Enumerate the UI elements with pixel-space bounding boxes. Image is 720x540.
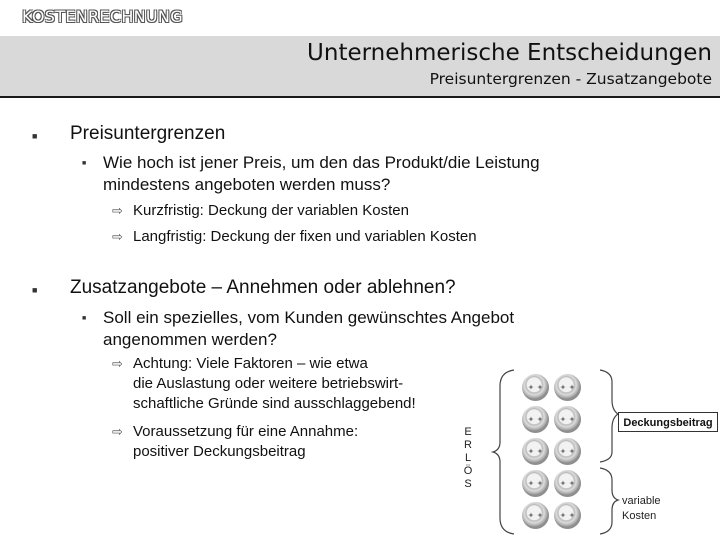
bullet-preisuntergrenzen: Preisuntergrenzen — [70, 123, 226, 144]
arrow-item-voraussetzung-line2: positiver Deckungsbeitrag — [133, 443, 306, 460]
euro-coin-icon: ✦ ✦ — [522, 374, 549, 401]
euro-coin-icon: ✦ ✦ — [554, 470, 581, 497]
variable-kosten-label — [622, 494, 661, 524]
euro-coin-icon: ✦ ✦ — [522, 470, 549, 497]
erloes-letter: R — [464, 439, 472, 451]
sub-bullet-text-line1: Wie hoch ist jener Preis, um den das Produkt/die Leistung — [103, 153, 540, 172]
erloes-letter: Ö — [463, 465, 473, 477]
arrow-item-langfristig: Langfristig: Deckung der fixen und variablen Kosten — [133, 228, 477, 245]
arrow-item-kurzfristig: Kurzfristig: Deckung der variablen Kosten — [133, 202, 409, 219]
hollow-arrow-icon: ⇨ — [112, 356, 123, 371]
square-bullet-icon: ■ — [32, 285, 38, 295]
left-curly-brace — [493, 370, 514, 534]
hollow-arrow-icon: ⇨ — [112, 424, 123, 439]
square-bullet-icon: ■ — [82, 315, 87, 322]
euro-coin-icon: ✦ ✦ — [554, 406, 581, 433]
arrow-item-achtung-line1: Achtung: Viele Faktoren – wie etwa — [133, 355, 368, 372]
variable-kosten-line1: variable — [622, 495, 661, 507]
euro-coin-icon: ✦ ✦ — [554, 438, 581, 465]
sub-bullet-text-line2: mindestens angeboten werden muss? — [103, 175, 391, 194]
slide-subtitle: Preisuntergrenzen - Zusatzangebote — [429, 70, 712, 88]
erloes-letter: E — [464, 426, 472, 438]
deckungsbeitrag-label: Deckungsbeitrag — [618, 412, 718, 432]
arrow-item-achtung-line2: die Auslastung oder weitere betriebswirt- — [133, 375, 404, 392]
arrow-item-voraussetzung-line1: Voraussetzung für eine Annahme: — [133, 423, 359, 440]
euro-coin-icon: ✦ ✦ — [554, 502, 581, 529]
erloes-letter: L — [464, 452, 472, 464]
hollow-arrow-icon: ⇨ — [112, 203, 123, 218]
hollow-arrow-icon: ⇨ — [112, 229, 123, 244]
sub-bullet-text-line2: angenommen werden? — [103, 330, 277, 349]
euro-coin-icon: ✦ ✦ — [554, 374, 581, 401]
right-brace-upper — [600, 370, 618, 462]
right-brace-lower — [600, 468, 618, 534]
euro-coin-icon: ✦ ✦ — [522, 438, 549, 465]
square-bullet-icon: ■ — [82, 160, 87, 167]
euro-coin-icon: ✦ ✦ — [522, 502, 549, 529]
arrow-item-achtung-line3: schaftliche Gründe sind ausschlaggebend! — [133, 395, 416, 412]
bullet-zusatzangebote: Zusatzangebote – Annehmen oder ablehnen? — [70, 277, 456, 298]
erloes-letter: S — [464, 478, 472, 490]
brand-title: KOSTENRECHNUNG — [22, 7, 183, 26]
slide-title: Unternehmerische Entscheidungen — [307, 40, 712, 66]
sub-bullet-text-line1: Soll ein spezielles, vom Kunden gewünschtes Angebot — [103, 308, 515, 327]
euro-coin-icon: ✦ ✦ — [522, 406, 549, 433]
variable-kosten-line2: Kosten — [622, 510, 657, 522]
square-bullet-icon: ■ — [32, 131, 38, 141]
